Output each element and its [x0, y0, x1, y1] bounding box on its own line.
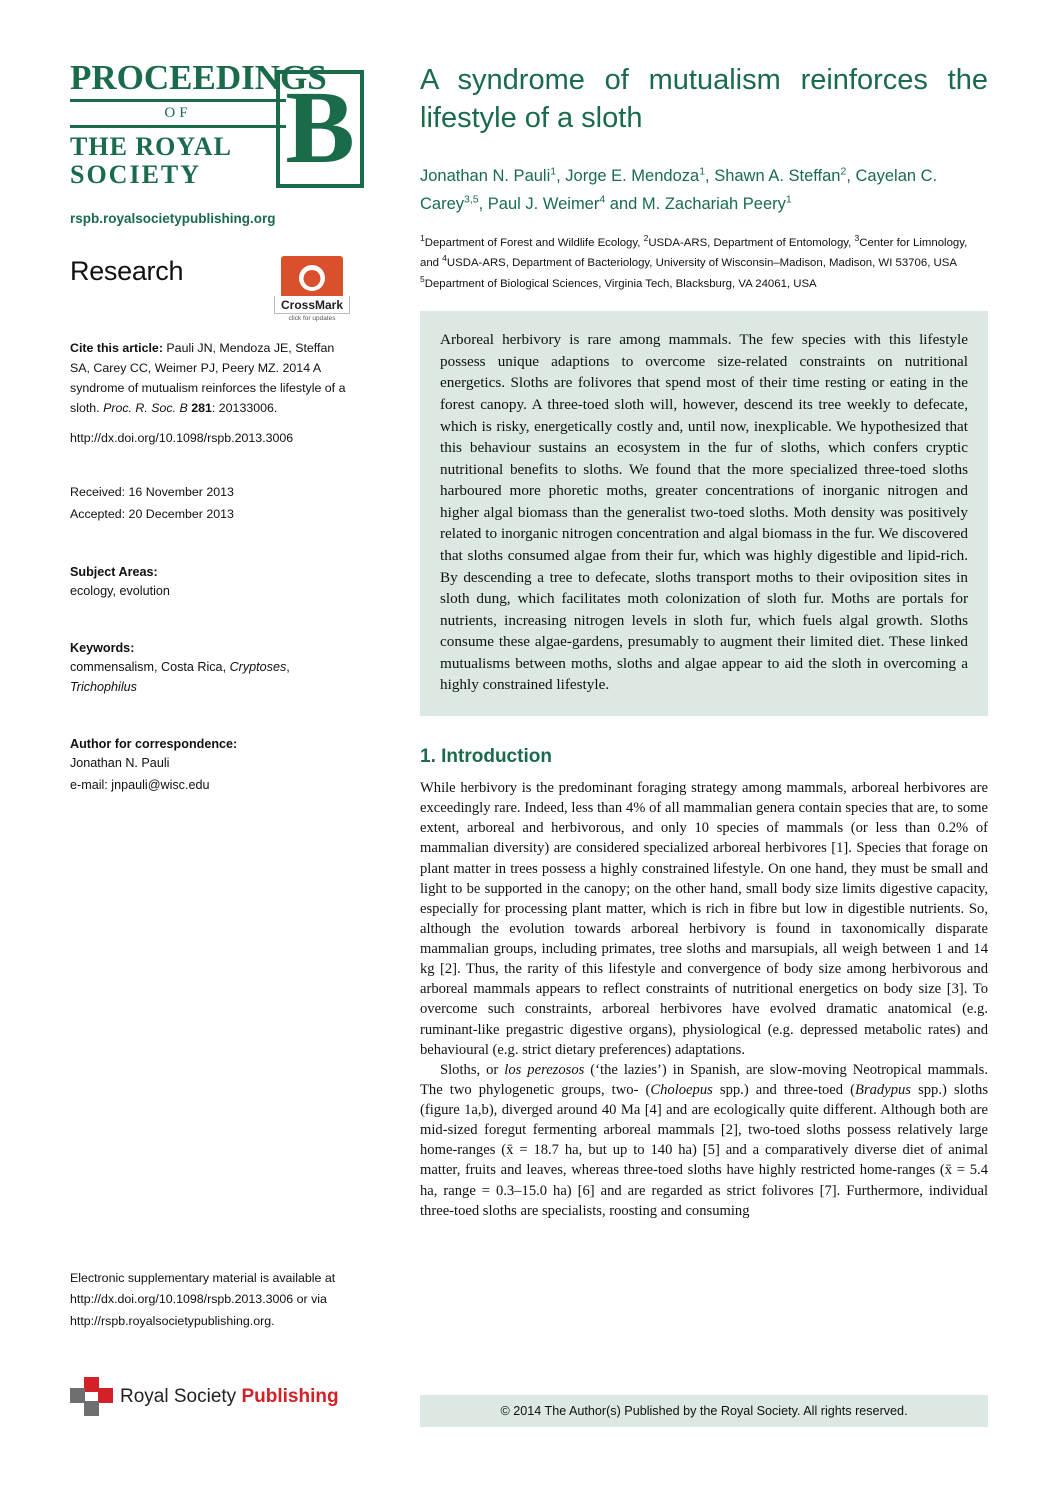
- author-correspondence-name: Jonathan N. Pauli: [70, 756, 170, 771]
- section-heading-introduction: 1. Introduction: [420, 746, 552, 768]
- author-correspondence-email[interactable]: e-mail: jnpauli@wisc.edu: [70, 778, 210, 793]
- copyright-footer: © 2014 The Author(s) Published by the Royal Society. All rights reserved.: [420, 1395, 988, 1427]
- crossmark-label: CrossMark: [274, 296, 350, 314]
- intro-p2-seg-a: Sloths, or: [440, 1061, 505, 1078]
- keywords-italic-1: Cryptoses: [229, 659, 287, 674]
- royal-society-publishing-logo: [70, 1377, 339, 1417]
- supplementary-material-note: Electronic supplementary material is available at http://dx.doi.org/10.1098/rspb.2013.3006 or via http://rspb.royalsocietypublishing.org.: [70, 1271, 336, 1328]
- subject-areas-heading: Subject Areas:: [70, 564, 158, 579]
- author-correspondence-heading: Author for correspondence:: [70, 737, 238, 752]
- masthead-rule-top: [70, 99, 286, 102]
- citation-volume: 281: [187, 401, 212, 416]
- citation-tail: : 20133006.: [211, 401, 278, 416]
- intro-paragraph-1: While herbivory is the predominant foraging strategy among mammals, arboreal herbivores are exceedingly rare. Indeed, less than 4% of all mammalian genera contain species that are, to some extent, arboreal and herbivorous, and only 10 species of mammals (or less than 0.2% of mammalian diversity) are considered specialized arboreal herbivores [1]. Species that forage on plant matter in trees possess a highly constrained lifestyle. On one hand, they must be small and light to be supported in the canopy; on the other hand, small body size limits digestive capacity, especially for processing plant matter, which is rich in fibre but low in digestible nutrients. So, although the evolution towards arboreal herbivory is found in taxonomically disparate mammalian groups, including primates, tree sloths and marsupials, all weigh between 1 and 14 kg [2]. Thus, the rarity of this lifestyle and convergence of body size among herbivorous and arboreal mammals appears to reflect constraints of nutritional energetics on body size [3]. To overcome such constraints, arboreal herbivores have evolved dramatic anatomical (e.g. ruminant-like pregastric digestive organs), physiological (e.g. depressed metabolic rates) and behavioural (e.g. strict dietary preferences) adaptations.: [420, 780, 988, 1058]
- citation-doi[interactable]: http://dx.doi.org/10.1098/rspb.2013.3006: [70, 431, 294, 446]
- intro-p2-italic-3: Bradypus: [855, 1081, 911, 1098]
- intro-paragraph-2: [420, 1060, 988, 1221]
- masthead-the-royal: THE ROYAL: [70, 132, 232, 161]
- article-content: [420, 62, 988, 1221]
- keywords-part-2: ,: [286, 659, 290, 674]
- section-label-research: Research: [70, 256, 184, 286]
- keywords-value: [70, 657, 350, 697]
- keywords-part-1: commensalism, Costa Rica,: [70, 659, 230, 674]
- author-list: Jonathan N. Pauli$^1$, Jorge E. Mendoza$^1$, Shawn A. Steffan$^2$, Cayelan C. Carey$^{3,5}$, Paul J. Weimer$^4$ and M. Zachariah Peery$^1$: [420, 165, 938, 213]
- rsp-logo-text: [120, 1386, 339, 1408]
- journal-sidebar: [70, 58, 355, 795]
- rsp-logo-text-bold: Publishing: [241, 1386, 339, 1407]
- received-date: Received: 16 November 2013: [70, 485, 234, 500]
- crossmark-badge[interactable]: [274, 256, 350, 322]
- citation-journal: Proc. R. Soc. B: [103, 401, 188, 416]
- research-header-row: [70, 256, 350, 322]
- affiliations: $^1$Department of Forest and Wildlife Ecology, $^2$USDA-ARS, Department of Entomology, $^3$Center for Limnology, and $^4$USDA-ARS, Department of Bacteriology, University of Wisconsin–Madison, Madison, WI 53706, USA $^5$Department of Biological Sciences, Virginia Tech, Blacksburg, VA 24061, USA: [420, 232, 968, 290]
- masthead-society: SOCIETY: [70, 160, 202, 190]
- intro-p2-seg-c: spp.) and three-toed (: [712, 1081, 856, 1098]
- masthead-proceedings: PROCEEDINGS: [70, 58, 327, 97]
- page-title: A syndrome of mutualism reinforces the lifestyle of a sloth: [420, 64, 988, 134]
- masthead-b-logo: B: [276, 70, 364, 188]
- masthead-of: OF: [164, 105, 192, 121]
- crossmark-icon: [281, 256, 343, 296]
- intro-p2-italic-1: los perezosos: [504, 1061, 585, 1078]
- subject-areas-value: ecology, evolution: [70, 583, 170, 598]
- journal-website-link[interactable]: rspb.royalsocietypublishing.org: [70, 211, 276, 226]
- article-dates: [70, 482, 350, 524]
- masthead-rule-bottom: [70, 125, 286, 128]
- rsp-mark-icon: [70, 1377, 112, 1417]
- intro-p2-italic-2: Choloepus: [650, 1081, 713, 1098]
- abstract: Arboreal herbivory is rare among mammals. The few species with this lifestyle possess unique adaptions to overcome size-related constraints on nutritional energetics. Sloths are folivores that spend most of their time resting or eating in the forest canopy. A three-toed sloth will, however, descend its tree weekly to defecate, which is risky, energetically costly and, until now, inexplicable. We hypothesized that this behaviour sustains an ecosystem in the fur of sloths, which confers cryptic nutritional benefits to sloths. We found that the more specialized three-toed sloths harboured more phoretic moths, greater concentrations of inorganic nitrogen and higher algal biomass than the generalist two-toed sloths. Moth density was positively related to inorganic nitrogen concentration and algal biomass in the fur. We discovered that sloths consumed algae from their fur, which was highly digestible and lipid-rich. By descending a tree to defecate, sloths transport moths to their oviposition sites in sloth dung, which facilitates moth colonization of sloth fur. Moths are portals for nutrients, increasing nitrogen levels in sloth fur, which fuels algal growth. Sloths consume these algae-gardens, presumably to augment their limited diet. These linked mutualisms between moths, sloths and algae appear to aid the sloth in overcoming a highly constrained lifestyle.: [420, 311, 988, 716]
- crossmark-sublabel: click for updates: [288, 315, 336, 322]
- accepted-date: Accepted: 20 December 2013: [70, 506, 234, 521]
- journal-masthead: [70, 58, 355, 195]
- intro-p2-seg-d: spp.) sloths (figure 1a,b), diverged around 40 Ma [4] and are ecologically quite different. Although both are mid-sized foregut fermenting arboreal mammals [2], two-toed sloths possess relatively large home-ranges (x̄ = 18.7 ha, but up to 140 ha) [5] and a comparatively diverse diet of animal matter, fruits and leaves, whereas three-toed sloths have highly restricted home-ranges (x̄ = 5.4 ha, range = 0.3–15.0 ha) [6] and are regarded as strict folivores [7]. Furthermore, individual three-toed sloths are specialists, roosting and consuming: [420, 1081, 988, 1219]
- citation-label: Cite this article:: [70, 341, 163, 355]
- intro-p2-seg-b: (‘the lazies’) in Spanish, are slow-moving Neotropical mammals. The two phylogenetic groups, two- (: [420, 1061, 989, 1098]
- citation-block: [70, 338, 350, 448]
- keywords-heading: Keywords:: [70, 640, 135, 655]
- introduction-body: [420, 778, 988, 1221]
- keywords-italic-2: Trichophilus: [70, 679, 137, 694]
- citation-text: Pauli JN, Mendoza JE, Steffan SA, Carey CC, Weimer PJ, Peery MZ. 2014 A syndrome of mutualism reinforces the lifestyle of a sloth.: [70, 341, 346, 416]
- rsp-logo-text-main: Royal Society: [120, 1386, 242, 1407]
